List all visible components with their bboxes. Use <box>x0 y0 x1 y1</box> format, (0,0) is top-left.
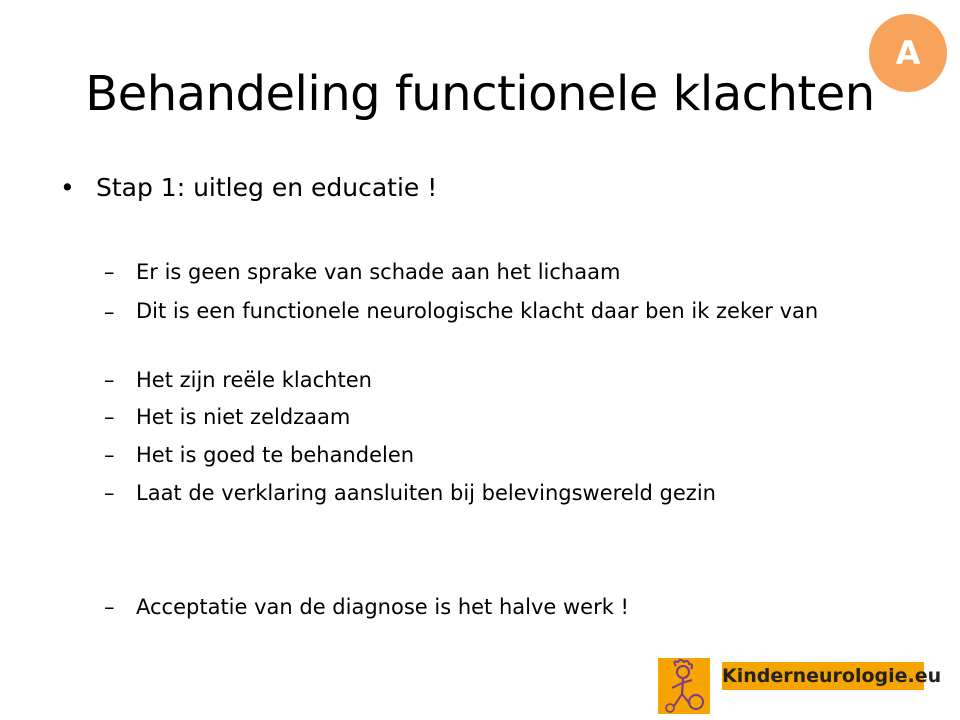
list-item <box>104 479 924 507</box>
dash-icon: – <box>104 300 115 324</box>
section-badge: A <box>869 14 947 92</box>
list-item <box>104 258 924 286</box>
dash-icon: – <box>104 405 115 429</box>
bullet-icon: • <box>60 173 75 202</box>
list-item <box>104 441 924 469</box>
list-item-text: Het is niet zeldzaam <box>136 405 351 429</box>
dash-icon: – <box>104 368 115 392</box>
dash-icon: – <box>104 595 115 619</box>
list-item-text: Laat de verklaring aansluiten bij belevingswereld gezin <box>136 481 716 505</box>
list-item-text: Het is goed te behandelen <box>136 443 415 467</box>
list-item <box>104 366 924 394</box>
child-figure-icon <box>658 658 710 714</box>
dash-icon: – <box>104 481 115 505</box>
dash-icon: – <box>104 443 115 467</box>
kinderneurologie-logo <box>658 658 942 714</box>
dash-icon: – <box>104 260 115 284</box>
slide-title: Behandeling functionele klachten <box>85 66 875 122</box>
list-item-text: Het zijn reële klachten <box>136 368 372 392</box>
list-item-text: Er is geen sprake van schade aan het lichaam <box>136 260 621 284</box>
list-item <box>104 403 924 431</box>
main-bullet <box>60 170 437 206</box>
list-item <box>104 593 924 621</box>
list-item <box>104 298 924 324</box>
list-item-text: Dit is een functionele neurologische klacht daar ben ik zeker van <box>136 299 819 323</box>
logo-text: Kinderneurologie.eu <box>722 662 924 690</box>
main-bullet-text: Stap 1: uitleg en educatie ! <box>96 173 438 202</box>
list-item-text: Acceptatie van de diagnose is het halve werk ! <box>136 595 629 619</box>
